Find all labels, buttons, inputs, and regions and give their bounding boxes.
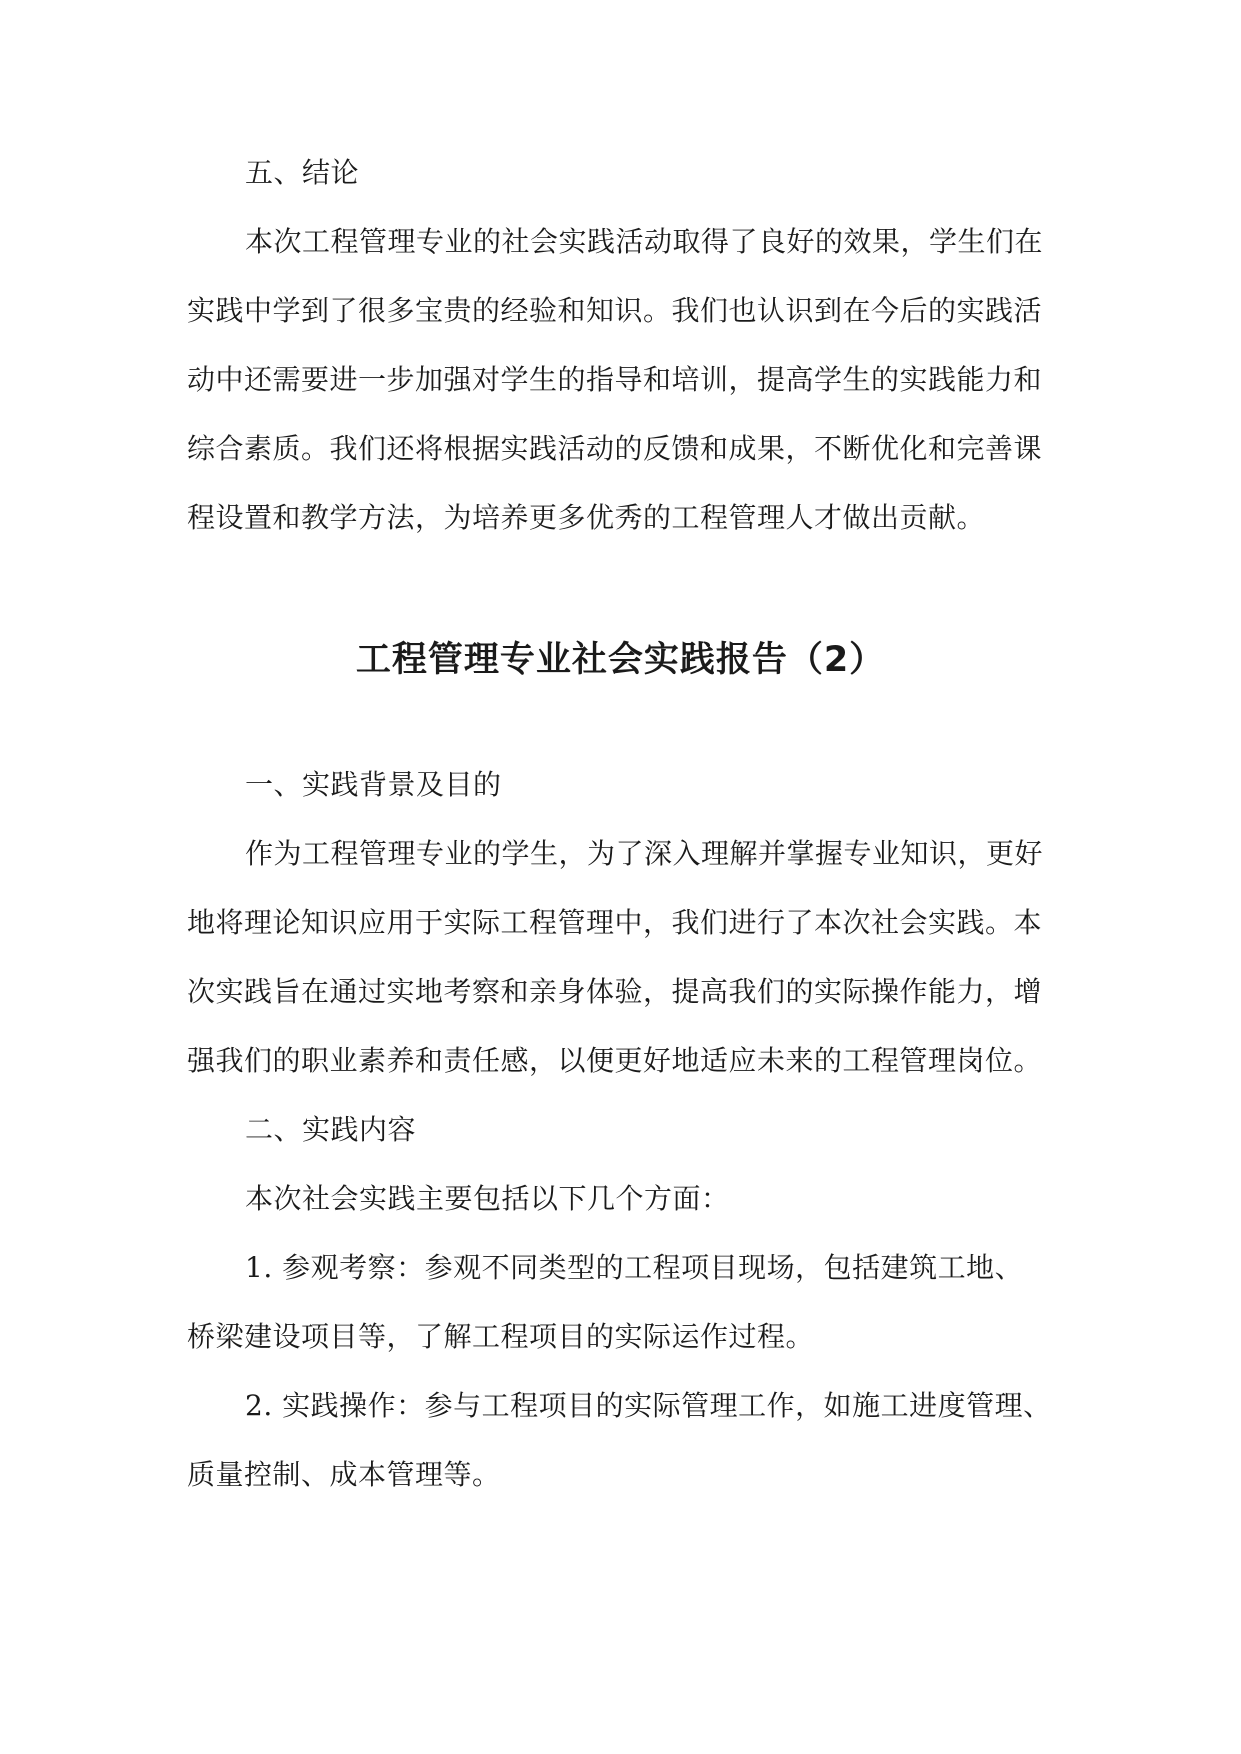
- paragraph-line: 作为工程管理专业的学生，为了深入理解并掌握专业知识，更好: [245, 837, 1044, 870]
- paragraph-line: 动中还需要进一步加强对学生的指导和培训，提高学生的实践能力和: [187, 363, 1043, 396]
- list-item-line: 质量控制、成本管理等。: [187, 1458, 501, 1491]
- paragraph-line: 实践中学到了很多宝贵的经验和知识。我们也认识到在今后的实践活: [187, 294, 1043, 327]
- paragraph-line: 地将理论知识应用于实际工程管理中，我们进行了本次社会实践。本: [187, 906, 1043, 939]
- paragraph-line: 综合素质。我们还将根据实践活动的反馈和成果，不断优化和完善课: [187, 432, 1043, 465]
- paragraph-line: 本次工程管理专业的社会实践活动取得了良好的效果，学生们在: [245, 225, 1044, 258]
- report-title: 工程管理专业社会实践报告（2）: [355, 640, 886, 680]
- paragraph-line: 程设置和教学方法，为培养更多优秀的工程管理人才做出贡献。: [187, 501, 986, 534]
- paragraph-line: 次实践旨在通过实地考察和亲身体验，提高我们的实际操作能力，增: [187, 975, 1043, 1008]
- section-heading-conclusion: 五、结论: [245, 156, 360, 189]
- section-heading-content: 二、实践内容: [245, 1113, 417, 1146]
- list-item-line: 2. 实践操作：参与工程项目的实际管理工作，如施工进度管理、: [245, 1389, 1052, 1422]
- list-item-line: 1. 参观考察：参观不同类型的工程项目现场，包括建筑工地、: [245, 1251, 1024, 1284]
- paragraph-line: 强我们的职业素养和责任感，以便更好地适应未来的工程管理岗位。: [187, 1044, 1043, 1077]
- section-heading-background: 一、实践背景及目的: [245, 768, 502, 801]
- paragraph-line: 本次社会实践主要包括以下几个方面：: [245, 1182, 730, 1215]
- list-item-line: 桥梁建设项目等，了解工程项目的实际运作过程。: [187, 1320, 815, 1353]
